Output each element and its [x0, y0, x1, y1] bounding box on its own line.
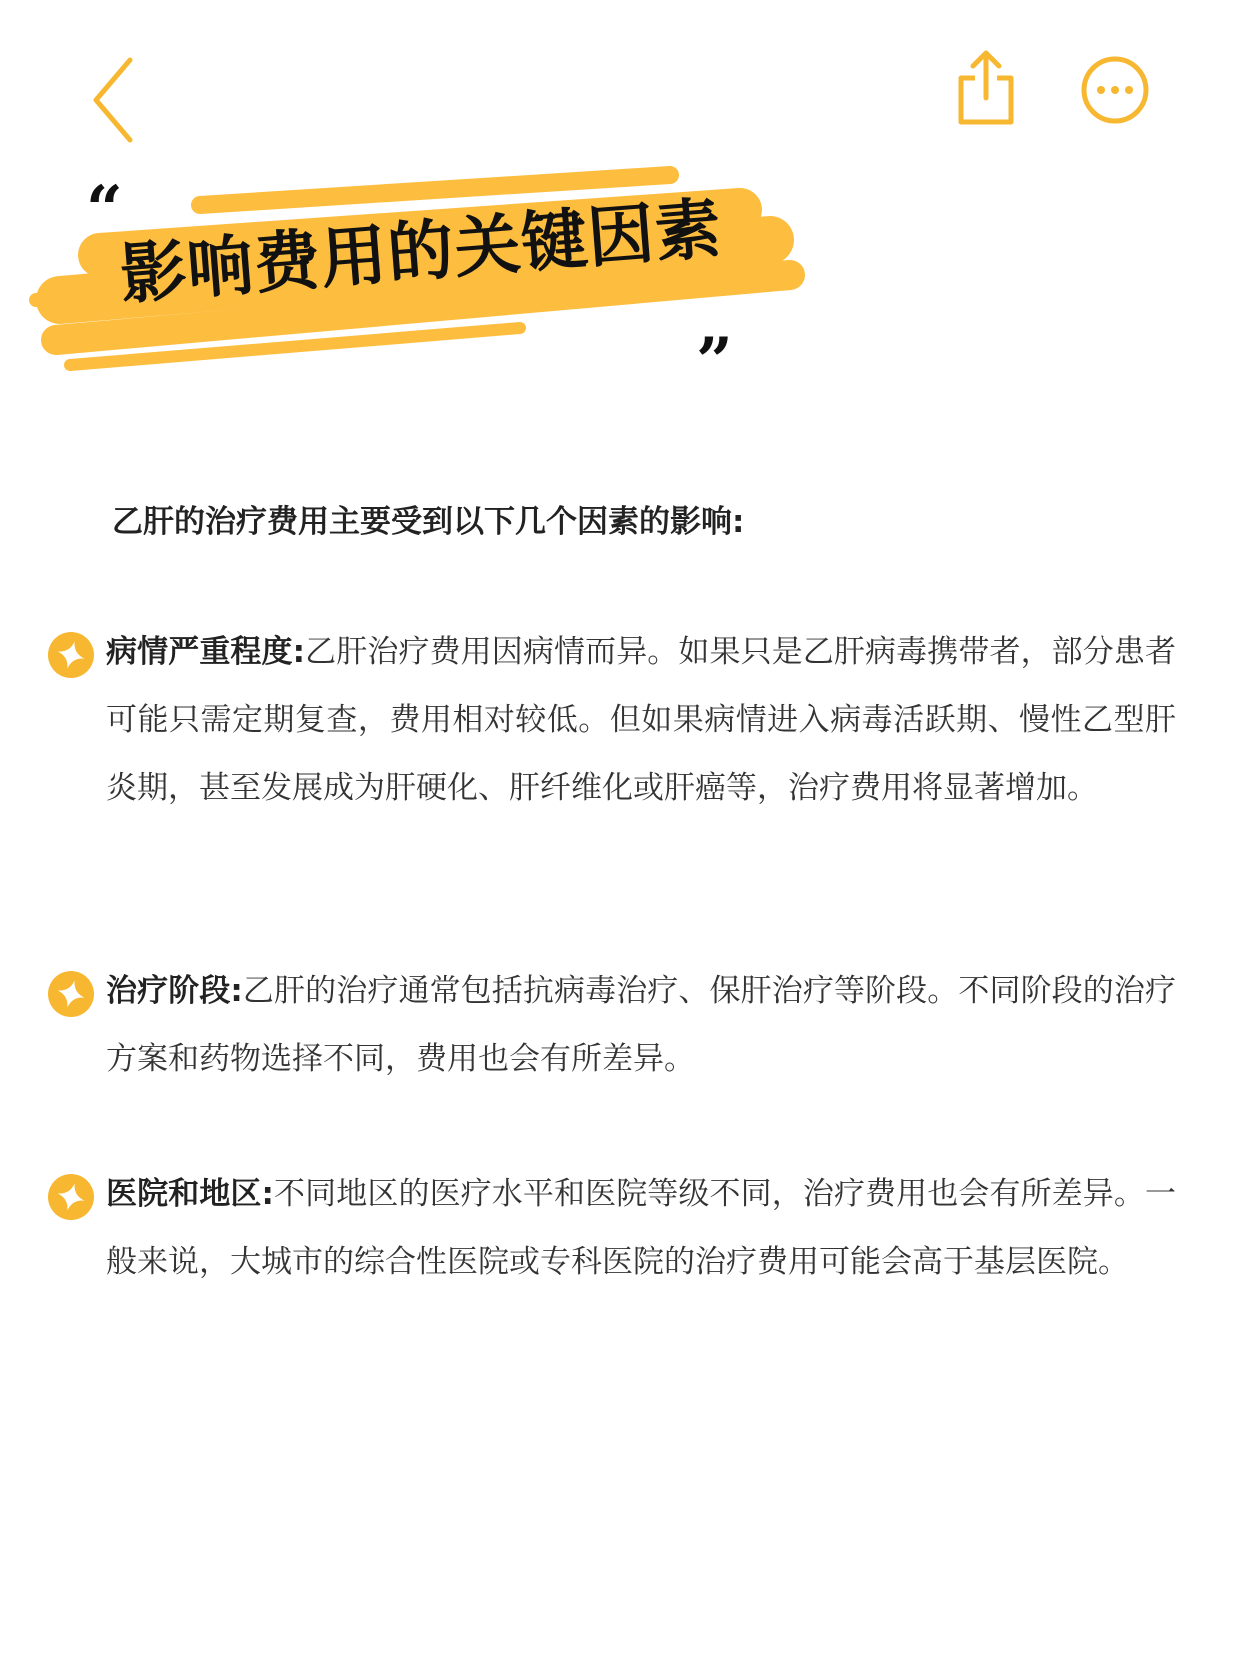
factor-text: 乙肝的治疗通常包括抗病毒治疗、保肝治疗等阶段。不同阶段的治疗方案和药物选择不同，费用也会有所差异。: [106, 973, 1176, 1077]
factor-label: 医院和地区:: [106, 1176, 274, 1212]
factor-body: [106, 1160, 1176, 1296]
star-badge-icon: [46, 969, 96, 1019]
page-title: 影响费用的关键因素: [117, 189, 725, 314]
open-quote-mark: “: [86, 172, 123, 247]
close-quote-mark: ”: [696, 324, 733, 399]
factor-body: [106, 957, 1176, 1093]
share-icon[interactable]: [955, 48, 1017, 128]
intro-text: 乙肝的治疗费用主要受到以下几个因素的影响:: [112, 504, 745, 540]
factor-body: [106, 618, 1176, 822]
factor-label: 治疗阶段:: [106, 973, 243, 1009]
back-chevron-icon[interactable]: [88, 52, 144, 148]
factor-text: 乙肝治疗费用因病情而异。如果只是乙肝病毒携带者，部分患者可能只需定期复查，费用相对较低。但如果病情进入病毒活跃期、慢性乙型肝炎期，甚至发展成为肝硬化、肝纤维化或肝癌等，治疗费用将显著增加。: [106, 634, 1176, 806]
factor-label: 病情严重程度:: [106, 634, 306, 670]
star-badge-icon: [46, 1172, 96, 1222]
star-badge-icon: [46, 630, 96, 680]
more-options-icon[interactable]: [1080, 55, 1150, 125]
factor-text: 不同地区的医疗水平和医院等级不同，治疗费用也会有所差异。一般来说，大城市的综合性医院或专科医院的治疗费用可能会高于基层医院。: [106, 1176, 1176, 1280]
